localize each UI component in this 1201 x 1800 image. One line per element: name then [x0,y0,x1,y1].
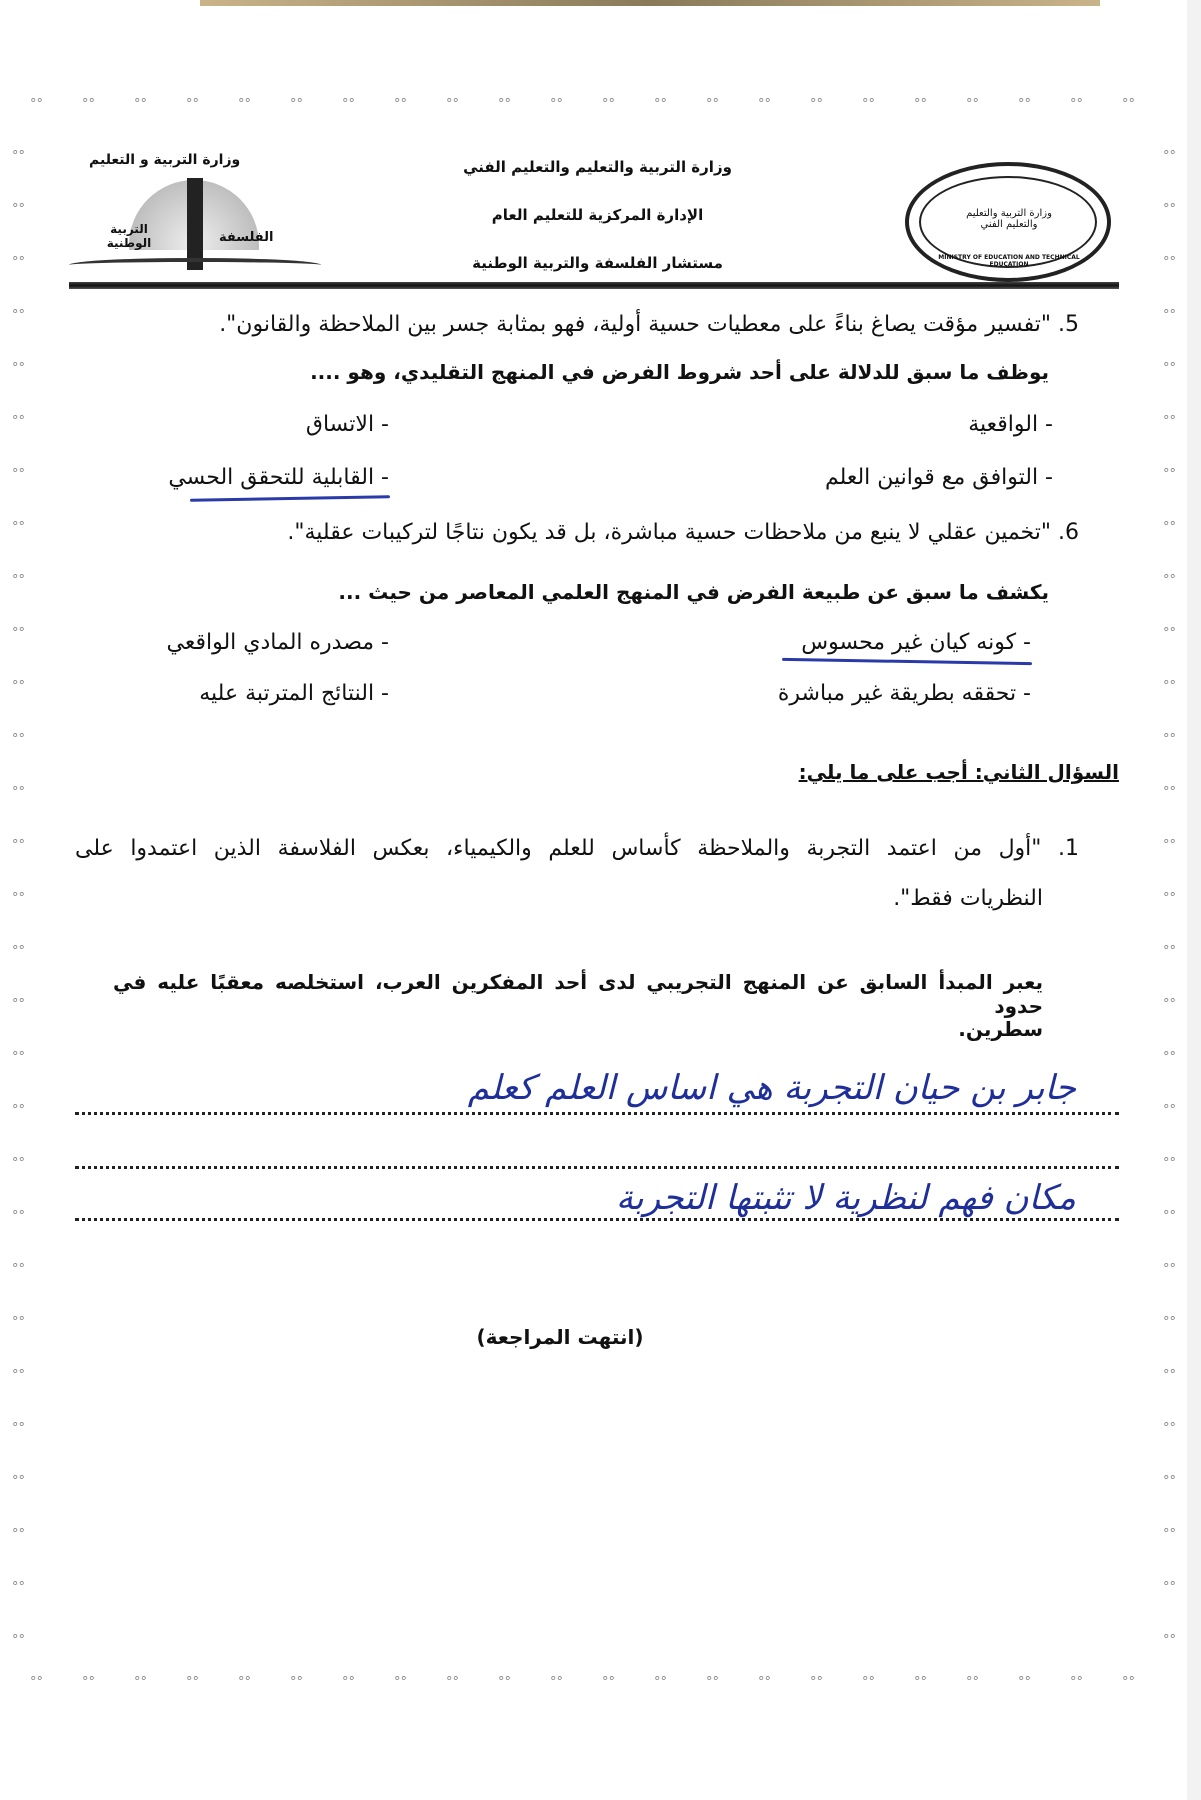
border-dot: °° [12,626,25,641]
border-dot: °° [1163,255,1176,270]
s2-q1-prompt-line2: سطرين. [958,1017,1043,1041]
answer-underline [782,658,1032,665]
border-dot: °° [12,785,25,800]
border-dot: °° [1070,97,1083,112]
border-dot: °° [342,1675,355,1690]
q6-prompt: يكشف ما سبق عن طبيعة الفرض في المنهج العلمي المعاصر من حيث ... [338,580,1049,604]
border-dot: °° [342,97,355,112]
q5-prompt: يوظف ما سبق للدلالة على أحد شروط الفرض في المنهج التقليدي، وهو .... [310,360,1049,384]
seal-arabic-text: وزارة التربية والتعليم والتعليم الفني [966,208,1052,230]
border-dot: °° [1163,520,1176,535]
q5-option-3[interactable]: - التوافق مع قوانين العلم [824,465,1053,490]
border-dot: °° [290,1675,303,1690]
s2-q1-number: 1. [1058,836,1079,861]
border-dot: °° [12,1421,25,1436]
border-dot: °° [238,1675,251,1690]
border-dot: °° [290,97,303,112]
scan-top-edge [200,0,1100,6]
border-dot: °° [1163,361,1176,376]
border-dot: °° [12,1527,25,1542]
scan-right-edge [1187,0,1201,1800]
border-dot: °° [1018,97,1031,112]
border-dot: °° [1163,1262,1176,1277]
border-dot: °° [1163,732,1176,747]
border-dot: °° [12,361,25,376]
border-dot: °° [1163,1527,1176,1542]
border-dot: °° [602,97,615,112]
s2-q1-quote-line2: النظريات فقط". [893,886,1043,911]
left-logo [69,152,321,272]
border-dot: °° [134,1675,147,1690]
border-dot: °° [12,1633,25,1648]
border-dot: °° [1163,679,1176,694]
border-dot: °° [758,97,771,112]
q5-option-2[interactable]: - الاتساق [305,412,389,437]
q6-option-2[interactable]: - مصدره المادي الواقعي [166,630,389,655]
border-dot: °° [1122,97,1135,112]
s2-q1-prompt-line1: يعبر المبدأ السابق عن المنهج التجريبي لدى أحد المفكرين العرب، استخلصه معقبًا عليه في حدود [113,970,1043,1018]
q6-quote: 6. "تخمين عقلي لا ينبع من ملاحظات حسية مباشرة، بل قد يكون نتاجًا لتركيبات عقلية". [287,520,1079,545]
border-dot: °° [1163,1103,1176,1118]
answer-underline [190,495,390,501]
border-dot: °° [1163,202,1176,217]
border-dot: °° [498,1675,511,1690]
border-dot: °° [394,1675,407,1690]
q5-quote: 5. "تفسير مؤقت يصاغ بناءً على معطيات حسية أولية، فهو بمثابة جسر بين الملاحظة والقانون". [219,312,1079,337]
border-dot: °° [12,1474,25,1489]
header-line-1: وزارة التربية والتعليم والتعليم الفني [463,158,732,176]
border-dot: °° [550,97,563,112]
border-dot: °° [12,679,25,694]
border-dot: °° [654,97,667,112]
border-dot: °° [1163,626,1176,641]
border-dot: °° [12,1580,25,1595]
left-logo-title: وزارة التربية و التعليم [89,152,241,168]
q5-option-4-selected[interactable]: - القابلية للتحقق الحسي [168,465,389,490]
border-dot: °° [1163,944,1176,959]
border-dot: °° [12,1315,25,1330]
q6-number: 6. [1058,520,1079,545]
border-dot: °° [82,97,95,112]
border-dot: °° [1070,1675,1083,1690]
border-dot: °° [1163,1156,1176,1171]
border-dot: °° [238,97,251,112]
border-dot: °° [1163,1315,1176,1330]
section2-title: السؤال الثاني: أجب على ما يلي: [798,760,1119,784]
answer-line-2 [75,1166,1119,1169]
q5-number: 5. [1058,312,1079,337]
border-dot: °° [12,891,25,906]
border-dot: °° [1163,467,1176,482]
header-rule [69,282,1119,289]
border-dot: °° [758,1675,771,1690]
border-dot: °° [30,1675,43,1690]
q6-option-3[interactable]: - تحققه بطريقة غير مباشرة [777,681,1031,706]
border-dot: °° [914,97,927,112]
border-dot: °° [1163,1368,1176,1383]
border-dot: °° [12,520,25,535]
border-dot: °° [12,1156,25,1171]
border-dot: °° [12,1209,25,1224]
border-dot: °° [186,1675,199,1690]
border-dot: °° [1163,1209,1176,1224]
border-dot: °° [862,97,875,112]
handwritten-answer-line-1: جابر بن حيان التجربة هي اساس العلم كعلم [467,1068,1076,1108]
border-dot: °° [12,414,25,429]
border-dot: °° [1122,1675,1135,1690]
border-dot: °° [12,944,25,959]
border-dot: °° [12,1103,25,1118]
border-dot: °° [966,1675,979,1690]
border-dot: °° [12,732,25,747]
border-dot: °° [1163,1050,1176,1065]
border-dot: °° [1163,308,1176,323]
border-dot: °° [394,97,407,112]
border-dot: °° [12,1050,25,1065]
border-dot: °° [12,467,25,482]
answer-line-3 [75,1218,1119,1221]
border-dot: °° [1163,149,1176,164]
answer-line-1 [75,1112,1119,1115]
ministry-seal [905,162,1111,282]
border-dot: °° [1163,785,1176,800]
border-dot: °° [810,97,823,112]
border-dot: °° [186,97,199,112]
q6-option-4[interactable]: - النتائج المترتبة عليه [199,681,389,706]
border-dot: °° [966,97,979,112]
border-dot: °° [1163,1633,1176,1648]
border-dot: °° [1163,573,1176,588]
end-of-review: (انتهت المراجعة) [476,1325,644,1349]
border-dot: °° [12,1368,25,1383]
border-dot: °° [810,1675,823,1690]
border-dot: °° [498,97,511,112]
q6-option-1-selected[interactable]: - كونه كيان غير محسوس [801,630,1031,655]
seal-english-text: MINISTRY OF EDUCATION AND TECHNICAL EDUCATION [938,254,1080,268]
border-dot: °° [550,1675,563,1690]
border-dot: °° [12,149,25,164]
border-dot: °° [12,255,25,270]
border-dot: °° [706,1675,719,1690]
border-dot: °° [134,97,147,112]
border-dot: °° [1163,891,1176,906]
border-dot: °° [1163,1421,1176,1436]
header-line-3: مستشار الفلسفة والتربية الوطنية [472,254,723,272]
border-dot: °° [602,1675,615,1690]
border-dot: °° [30,97,43,112]
border-dot: °° [12,838,25,853]
border-dot: °° [12,308,25,323]
header-line-2: الإدارة المركزية للتعليم العام [491,206,704,224]
handwritten-answer-line-2: مكان فهم لنظرية لا تثبتها التجربة [616,1178,1076,1218]
q5-option-1[interactable]: - الواقعية [968,412,1053,437]
border-dot: °° [446,1675,459,1690]
left-logo-label-civics: التربية الوطنية [106,222,152,250]
border-dot: °° [12,997,25,1012]
border-dot: °° [12,573,25,588]
border-dot: °° [1163,838,1176,853]
border-dot: °° [862,1675,875,1690]
border-dot: °° [446,97,459,112]
border-dot: °° [654,1675,667,1690]
border-dot: °° [12,1262,25,1277]
border-dot: °° [82,1675,95,1690]
border-dot: °° [1018,1675,1031,1690]
border-dot: °° [914,1675,927,1690]
border-dot: °° [1163,997,1176,1012]
border-dot: °° [1163,1580,1176,1595]
s2-q1-quote-line1: 1. "أول من اعتمد التجربة والملاحظة كأساس للعلم والكيمياء، بعكس الفلاسفة الذين اعتمدوا على [75,836,1079,861]
left-logo-label-philosophy: الفلسفة [219,230,274,245]
border-dot: °° [1163,414,1176,429]
border-dot: °° [12,202,25,217]
border-dot: °° [706,97,719,112]
border-dot: °° [1163,1474,1176,1489]
